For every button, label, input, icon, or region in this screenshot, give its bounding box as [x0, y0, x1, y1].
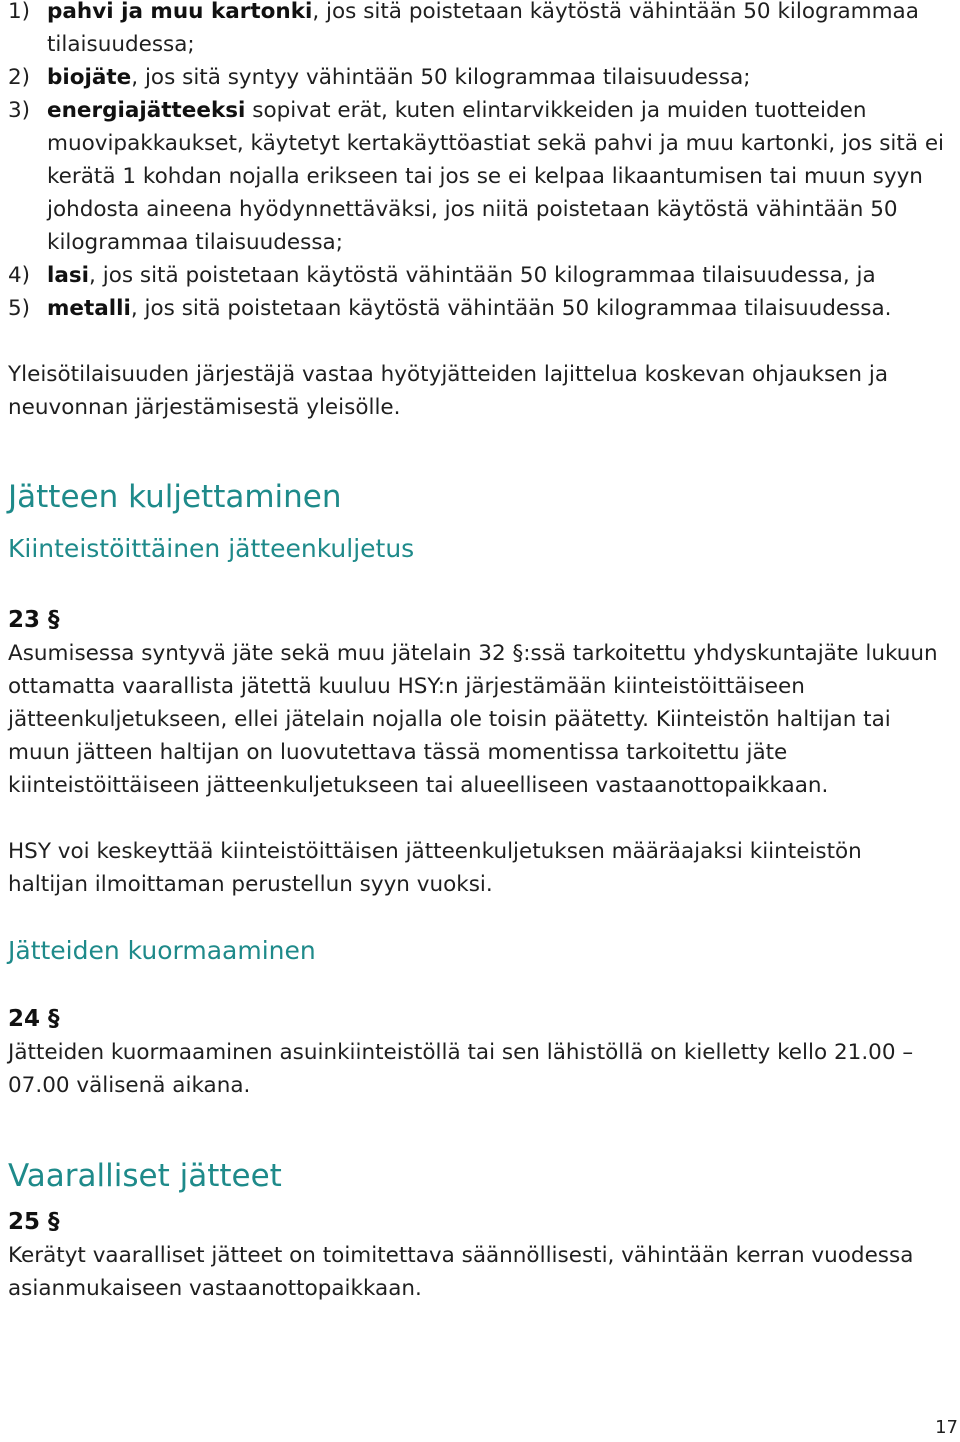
list-item-number: 5)	[8, 296, 31, 321]
section-24-label: 24 §	[8, 1006, 60, 1032]
list-item-text: , jos sitä poistetaan käytöstä vähintään 50 kilogrammaa tilaisuudessa.	[130, 296, 892, 321]
waste-category-list	[8, 0, 948, 325]
list-item	[8, 61, 948, 94]
section-23-paragraph-1: Asumisessa syntyvä jäte sekä muu jätelain 32 §:ssä tarkoitettu yhdyskuntajäte lukuun ottamatta vaarallista jätettä kuuluu HSY:n järjestämään kiinteistöittäiseen jätteenkuljetukseen, ellei jätelain nojalla ole toisin päätetty. Kiinteistön haltijan tai muun jätteen haltijan on luovutettava tässä momentissa tarkoitettu jäte kiinteistöittäiseen jätteenkuljetukseen tai alueelliseen vastaanottopaikkaan.	[8, 641, 938, 798]
list-item-number: 3)	[8, 98, 31, 123]
organizer-paragraph: Yleisötilaisuuden järjestäjä vastaa hyötyjätteiden lajittelua koskevan ohjauksen ja neuvonnan järjestämisestä yleisölle.	[8, 362, 889, 420]
list-item-number: 4)	[8, 263, 31, 288]
document-page	[8, 0, 948, 1305]
list-item-term: lasi	[47, 263, 90, 288]
section-23-label: 23 §	[8, 607, 60, 633]
list-item-text: , jos sitä syntyy vähintään 50 kilogrammaa tilaisuudessa;	[131, 65, 751, 90]
page-number: 17	[935, 1417, 958, 1438]
list-item	[8, 292, 948, 325]
list-item-number: 1)	[8, 0, 31, 24]
heading-hazardous-waste: Vaaralliset jätteet	[8, 1158, 282, 1194]
list-item-text: sopivat erät, kuten elintarvikkeiden ja muiden tuotteiden muovipakkaukset, käytetyt kertakäyttöastiat sekä pahvi ja muu kartonki, jos sitä ei kerätä 1 kohdan nojalla erikseen tai jos se ei kelpaa likaantumisen tai muun syyn johdosta aineena hyödynnettäväksi, jos niitä poistetaan käytöstä vähintään 50 kilogrammaa tilaisuudessa;	[47, 98, 945, 255]
subheading-waste-loading: Jätteiden kuormaaminen	[8, 936, 316, 965]
list-item-text: , jos sitä poistetaan käytöstä vähintään 50 kilogrammaa tilaisuudessa, ja	[89, 263, 876, 288]
list-item	[8, 259, 948, 292]
list-item-term: metalli	[47, 296, 131, 321]
list-item-term: biojäte	[47, 65, 132, 90]
section-24-paragraph: Jätteiden kuormaaminen asuinkiinteistöllä tai sen lähistöllä on kielletty kello 21.00 – 07.00 välisenä aikana.	[8, 1040, 914, 1098]
list-item-number: 2)	[8, 65, 31, 90]
list-item	[8, 0, 948, 61]
list-item	[8, 94, 948, 259]
section-25-paragraph: Kerätyt vaaralliset jätteet on toimitettava säännöllisesti, vähintään kerran vuodessa asianmukaiseen vastaanottopaikkaan.	[8, 1243, 914, 1301]
section-25-label: 25 §	[8, 1209, 60, 1235]
list-item-term: pahvi ja muu kartonki	[47, 0, 313, 24]
list-item-term: energiajätteeksi	[47, 98, 246, 123]
subheading-property-transport: Kiinteistöittäinen jätteenkuljetus	[8, 534, 415, 563]
heading-waste-transport: Jätteen kuljettaminen	[8, 479, 342, 515]
list-item-text: , jos sitä poistetaan käytöstä vähintään 50 kilogrammaa tilaisuudessa;	[47, 0, 919, 57]
section-23-paragraph-2: HSY voi keskeyttää kiinteistöittäisen jätteenkuljetuksen määräajaksi kiinteistön haltijan ilmoittaman perustellun syyn vuoksi.	[8, 839, 862, 897]
